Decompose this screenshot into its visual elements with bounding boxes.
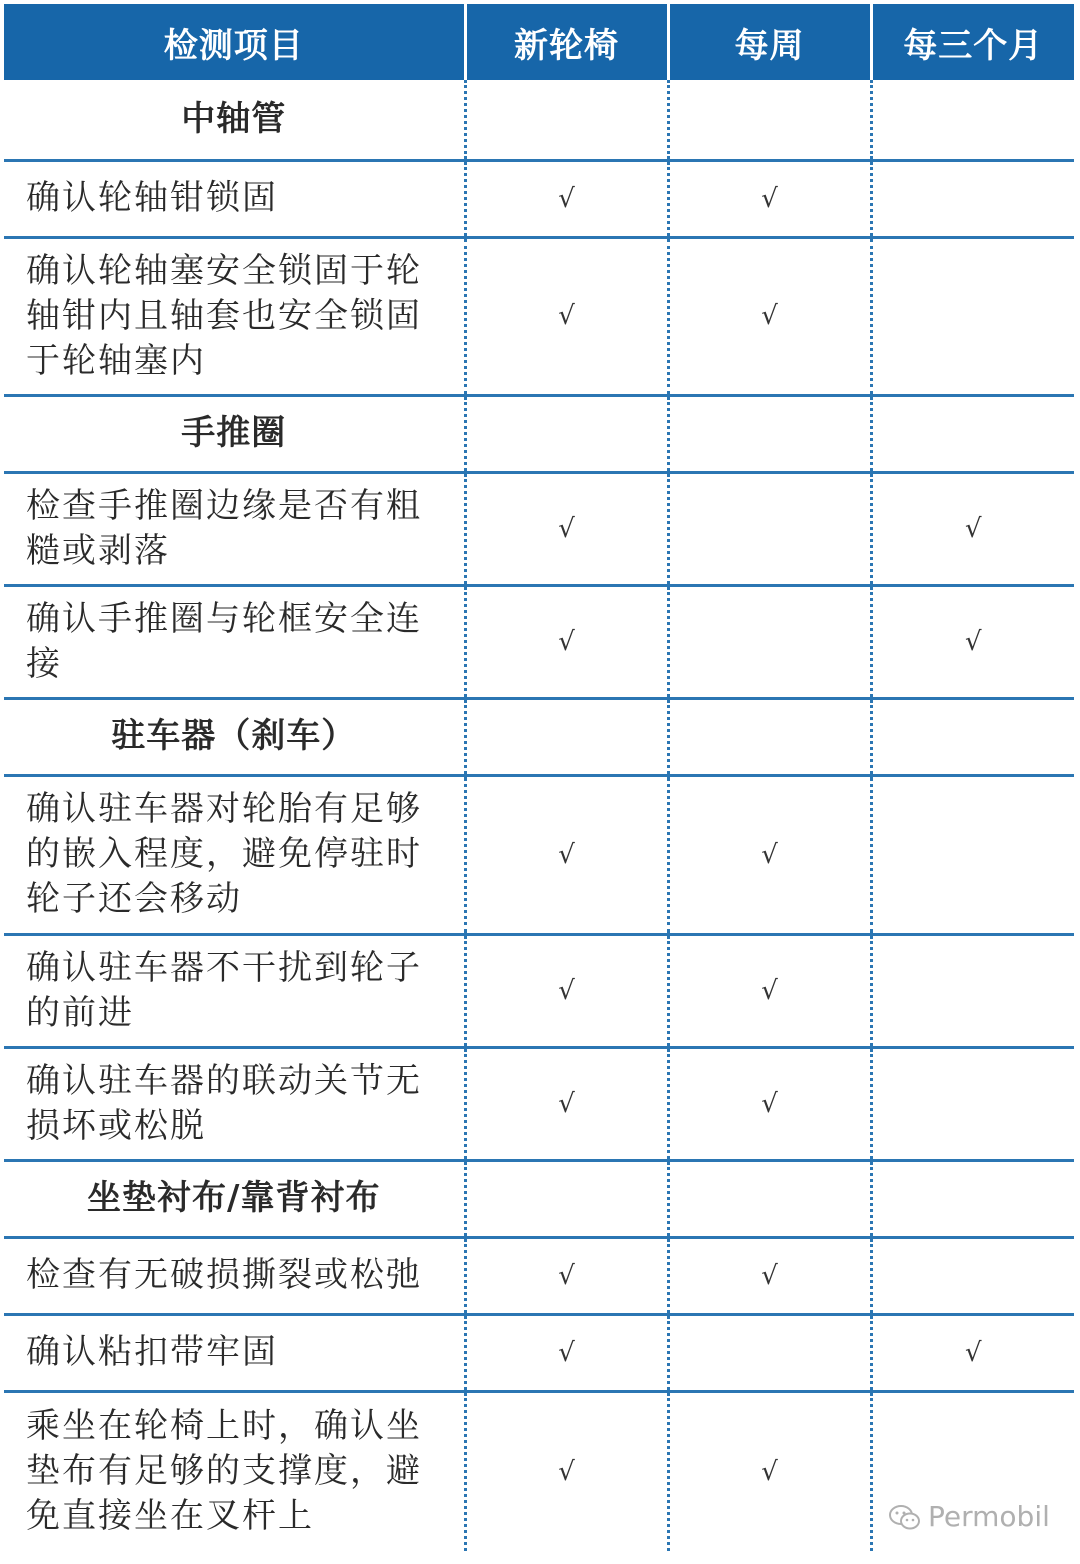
weekly-check: √ — [668, 934, 871, 1047]
quarterly-check — [871, 1237, 1074, 1314]
section-row — [4, 395, 1074, 472]
new-wheelchair-cell — [465, 395, 668, 472]
quarterly-check — [871, 160, 1074, 237]
header-inspection-item: 检测项目 — [4, 4, 465, 80]
quarterly-cell — [871, 80, 1074, 160]
item-label: 确认驻车器的联动关节无损坏或松脱 — [4, 1047, 465, 1160]
weekly-cell — [668, 1160, 871, 1237]
item-label: 确认轮轴钳锁固 — [4, 160, 465, 237]
quarterly-cell — [871, 395, 1074, 472]
wechat-icon — [888, 1504, 922, 1532]
item-label: 确认手推圈与轮框安全连接 — [4, 585, 465, 698]
weekly-cell — [668, 80, 871, 160]
weekly-check: √ — [668, 237, 871, 395]
quarterly-cell — [871, 698, 1074, 775]
maintenance-table — [4, 4, 1074, 1551]
section-label: 坐垫衬布/靠背衬布 — [4, 1160, 465, 1237]
table-row — [4, 585, 1074, 698]
new-wheelchair-check: √ — [465, 1314, 668, 1391]
header-weekly: 每周 — [668, 4, 871, 80]
item-label: 确认驻车器对轮胎有足够的嵌入程度，避免停驻时轮子还会移动 — [4, 775, 465, 934]
quarterly-cell — [871, 1160, 1074, 1237]
new-wheelchair-check: √ — [465, 934, 668, 1047]
section-label: 中轴管 — [4, 80, 465, 160]
weekly-check: √ — [668, 1237, 871, 1314]
weekly-check: √ — [668, 1391, 871, 1551]
new-wheelchair-cell — [465, 698, 668, 775]
header-new-wheelchair: 新轮椅 — [465, 4, 668, 80]
new-wheelchair-check: √ — [465, 1237, 668, 1314]
item-label: 确认轮轴塞安全锁固于轮轴钳内且轴套也安全锁固于轮轴塞内 — [4, 237, 465, 395]
weekly-check: √ — [668, 1047, 871, 1160]
weekly-cell — [668, 395, 871, 472]
table-row — [4, 237, 1074, 395]
quarterly-check — [871, 1047, 1074, 1160]
watermark — [888, 1500, 1050, 1533]
quarterly-check: √ — [871, 585, 1074, 698]
quarterly-check — [871, 934, 1074, 1047]
watermark-text: Permobil — [928, 1500, 1050, 1533]
new-wheelchair-check: √ — [465, 472, 668, 585]
quarterly-check — [871, 775, 1074, 934]
section-row — [4, 80, 1074, 160]
weekly-check — [668, 472, 871, 585]
weekly-cell — [668, 698, 871, 775]
item-label: 检查手推圈边缘是否有粗糙或剥落 — [4, 472, 465, 585]
quarterly-check: √ — [871, 472, 1074, 585]
header-row — [4, 4, 1074, 80]
table-row — [4, 472, 1074, 585]
new-wheelchair-check: √ — [465, 237, 668, 395]
table-row — [4, 1237, 1074, 1314]
new-wheelchair-cell — [465, 80, 668, 160]
item-label: 确认驻车器不干扰到轮子的前进 — [4, 934, 465, 1047]
table-row — [4, 1047, 1074, 1160]
weekly-check: √ — [668, 160, 871, 237]
section-row — [4, 1160, 1074, 1237]
section-row — [4, 698, 1074, 775]
new-wheelchair-cell — [465, 1160, 668, 1237]
new-wheelchair-check: √ — [465, 585, 668, 698]
table-row — [4, 934, 1074, 1047]
table-row — [4, 1314, 1074, 1391]
new-wheelchair-check: √ — [465, 1047, 668, 1160]
section-label: 驻车器（刹车） — [4, 698, 465, 775]
item-label: 检查有无破损撕裂或松弛 — [4, 1237, 465, 1314]
item-label: 乘坐在轮椅上时，确认坐垫布有足够的支撑度，避免直接坐在叉杆上 — [26, 1406, 422, 1537]
quarterly-check: √ — [871, 1314, 1074, 1391]
new-wheelchair-check: √ — [465, 775, 668, 934]
weekly-check: √ — [668, 775, 871, 934]
weekly-check — [668, 585, 871, 698]
quarterly-check — [871, 237, 1074, 395]
section-label: 手推圈 — [4, 395, 465, 472]
new-wheelchair-check: √ — [465, 160, 668, 237]
header-every-three-months: 每三个月 — [871, 4, 1074, 80]
table-row — [4, 160, 1074, 237]
new-wheelchair-check: √ — [465, 1391, 668, 1551]
table-row — [4, 775, 1074, 934]
item-label: 确认粘扣带牢固 — [4, 1314, 465, 1391]
weekly-check — [668, 1314, 871, 1391]
